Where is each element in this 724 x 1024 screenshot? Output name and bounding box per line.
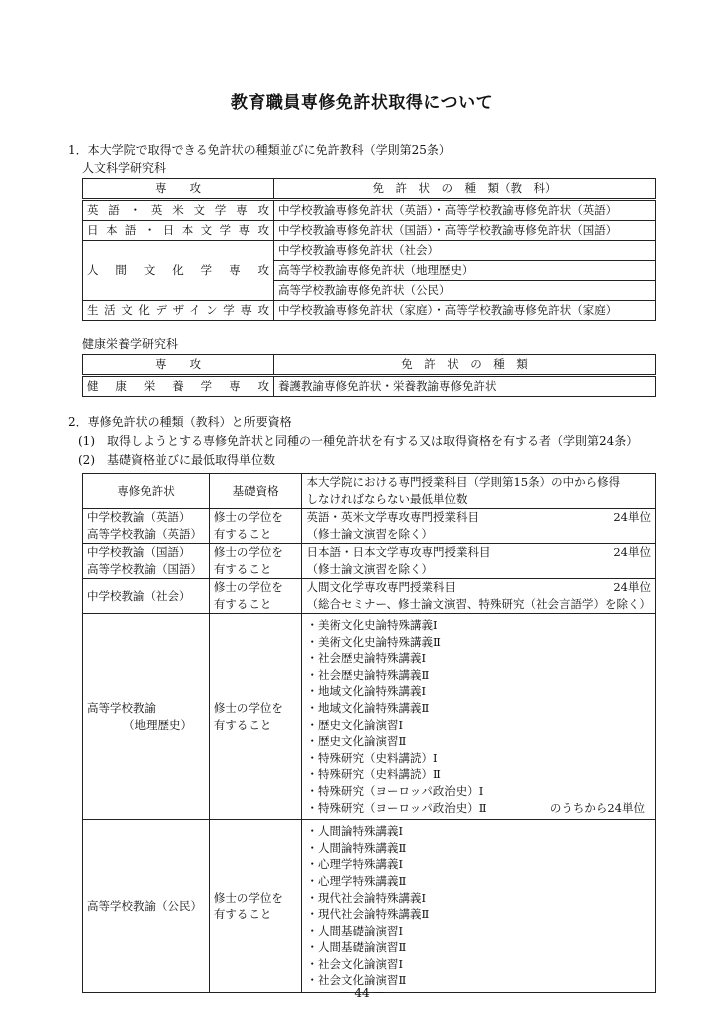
list-item: ・社会歴史論特殊講義Ⅱ xyxy=(306,667,430,682)
note-text: （総合セミナー、修士論文演習、特殊研究（社会言語学）を除く） xyxy=(306,596,651,611)
header-major: 専 攻 xyxy=(83,355,274,376)
page-title: 教育職員専修免許状取得について xyxy=(230,93,494,113)
basic-cell xyxy=(209,544,302,579)
basic-line: 有すること xyxy=(213,526,272,541)
header-credits xyxy=(302,474,656,509)
header-license: 免 許 状 の 種 類（教 科） xyxy=(274,179,656,200)
table-row xyxy=(83,301,656,321)
header-credits-line2: しなければならない最低単位数 xyxy=(306,491,468,506)
header-credits-line1: 本大学院における専門授業科目（学則第15条）の中から修得 xyxy=(306,475,621,489)
table-row xyxy=(83,221,656,241)
license-cell: 高等学校教諭専修免許状（公民） xyxy=(274,281,656,301)
kenko-label: 健康栄養学研究科 xyxy=(82,337,179,351)
list-item: ・特殊研究（ヨーロッパ政治史）Ⅰ xyxy=(306,783,484,798)
list-item: ・特殊研究（ヨーロッパ政治史）Ⅱ xyxy=(306,800,487,815)
header-license: 免 許 状 の 種 類 xyxy=(274,355,656,376)
page-number: － 44 － xyxy=(338,986,386,1000)
jinbun-label: 人文科学研究科 xyxy=(82,161,167,175)
major-cell: 英語・英米文学専攻 xyxy=(83,200,274,221)
list-item: ・心理学特殊講義Ⅰ xyxy=(306,857,403,872)
note-text: （修士論文演習を除く） xyxy=(306,526,433,541)
subject-list xyxy=(302,820,656,993)
license-line: 高等学校教諭（英語） xyxy=(87,526,202,541)
major-cell: 健康栄養学専攻 xyxy=(83,376,274,397)
list-item: ・地域文化論特殊講義Ⅱ xyxy=(306,700,430,715)
section2-heading: 2．専修免許状の種類（教科）と所要資格 xyxy=(68,415,292,429)
license-line: 中学校教諭（英語） xyxy=(87,510,191,524)
basic-line: 有すること xyxy=(213,717,272,732)
basic-cell xyxy=(209,820,302,993)
basic-cell xyxy=(209,509,302,544)
basic-line: 修士の学位を xyxy=(213,545,283,559)
table-row xyxy=(83,544,656,579)
license-line: 中学校教諭（社会） xyxy=(87,588,191,603)
basic-cell xyxy=(209,579,302,614)
table-row xyxy=(83,579,656,614)
subject-list xyxy=(302,614,656,820)
subject-text: 英語・英米文学専攻専門授業科目 xyxy=(306,510,479,524)
table-row xyxy=(83,820,656,993)
subject-text: 日本語・日本文学専攻専門授業科目 xyxy=(306,545,491,559)
basic-line: 修士の学位を xyxy=(213,580,283,594)
license-line: 高等学校教諭（国語） xyxy=(87,561,202,576)
license-cell: 中学校教諭専修免許状（家庭）・高等学校教諭専修免許状（家庭） xyxy=(274,301,656,321)
license-line: 高等学校教諭 xyxy=(87,701,156,716)
list-item: ・特殊研究（史料講読）Ⅰ xyxy=(306,750,438,765)
header-basic: 基礎資格 xyxy=(209,474,302,509)
list-item: ・心理学特殊講義Ⅱ xyxy=(306,873,407,888)
list-item: ・現代社会論特殊講義Ⅱ xyxy=(306,907,430,922)
license-cell xyxy=(83,614,210,820)
list-item: ・美術文化史論特殊講義Ⅰ xyxy=(306,618,438,632)
list-item: ・人間基礎論演習Ⅱ xyxy=(306,940,407,955)
jinbun-table xyxy=(82,178,656,321)
basic-line: 有すること xyxy=(213,561,272,576)
license-cell xyxy=(83,509,210,544)
license-cell: 中学校教諭専修免許状（社会） xyxy=(274,241,656,261)
license-cell xyxy=(83,544,210,579)
license-cell: 高等学校教諭（公民） xyxy=(83,820,210,993)
section2-item1: (1) 取得しようとする専修免許状と同種の一種免許状を有する又は取得資格を有する者（学則第24条） xyxy=(78,434,639,448)
note-text: （修士論文演習を除く） xyxy=(306,561,433,576)
license-cell: 中学校教諭専修免許状（英語）・高等学校教諭専修免許状（英語） xyxy=(274,200,656,221)
list-item: ・人間論特殊講義Ⅰ xyxy=(306,824,403,839)
list-item: ・現代社会論特殊講義Ⅰ xyxy=(306,890,426,905)
credits-text: 24単位 xyxy=(613,580,651,594)
subject-text: 人間文化学専攻専門授業科目 xyxy=(306,580,456,594)
credits-cell xyxy=(302,544,656,579)
list-item: ・特殊研究（史料講読）Ⅱ xyxy=(306,767,441,782)
basic-line: 修士の学位を xyxy=(213,701,283,716)
list-item: ・社会文化論演習Ⅰ xyxy=(306,956,403,971)
header-license: 専修免許状 xyxy=(83,474,210,509)
basic-line: 有すること xyxy=(213,907,272,922)
list-item: ・地域文化論特殊講義Ⅰ xyxy=(306,684,426,699)
license-cell: 養護教諭専修免許状・栄養教諭専修免許状 xyxy=(274,376,656,397)
list-item: ・人間論特殊講義Ⅱ xyxy=(306,840,407,855)
table-row xyxy=(83,614,656,820)
list-item: ・人間基礎論演習Ⅰ xyxy=(306,923,403,938)
list-item: ・歴史文化論演習Ⅰ xyxy=(306,717,403,732)
basic-line: 修士の学位を xyxy=(213,510,283,524)
list-item: ・社会歴史論特殊講義Ⅰ xyxy=(306,651,426,666)
table-row xyxy=(83,376,656,397)
basic-cell xyxy=(209,614,302,820)
major-cell: 人間文化学専攻 xyxy=(83,241,274,301)
header-major: 専 攻 xyxy=(83,179,274,200)
section2-item2: (2) 基礎資格並びに最低取得単位数 xyxy=(78,453,275,467)
license-line: 中学校教諭（国語） xyxy=(87,545,191,559)
list-item: ・美術文化史論特殊講義Ⅱ xyxy=(306,634,441,649)
license-cell: 高等学校教諭専修免許状（地理歴史） xyxy=(274,261,656,281)
table-row xyxy=(83,200,656,221)
list-item: ・歴史文化論演習Ⅱ xyxy=(306,734,407,749)
license-cell xyxy=(83,579,210,614)
credits-text: 24単位 xyxy=(613,510,651,524)
list-item: ・社会文化論演習Ⅱ xyxy=(306,973,407,988)
table-row xyxy=(83,509,656,544)
credits-table xyxy=(82,473,656,993)
kenko-table xyxy=(82,354,656,397)
basic-line: 有すること xyxy=(213,596,272,611)
table-row xyxy=(83,241,656,261)
credits-text: 24単位 xyxy=(613,545,651,559)
section1-heading: 1．本大学院で取得できる免許状の種類並びに免許教科（学則第25条） xyxy=(68,143,451,157)
major-cell: 日本語・日本文学専攻 xyxy=(83,221,274,241)
major-cell: 生活文化デザイン学専攻 xyxy=(83,301,274,321)
credits-summary: のうちから24単位 xyxy=(549,800,645,815)
credits-cell xyxy=(302,579,656,614)
basic-line: 修士の学位を xyxy=(213,890,283,905)
license-cell: 中学校教諭専修免許状（国語）・高等学校教諭専修免許状（国語） xyxy=(274,221,656,241)
credits-cell xyxy=(302,509,656,544)
license-line: （地理歴史） xyxy=(123,717,192,732)
